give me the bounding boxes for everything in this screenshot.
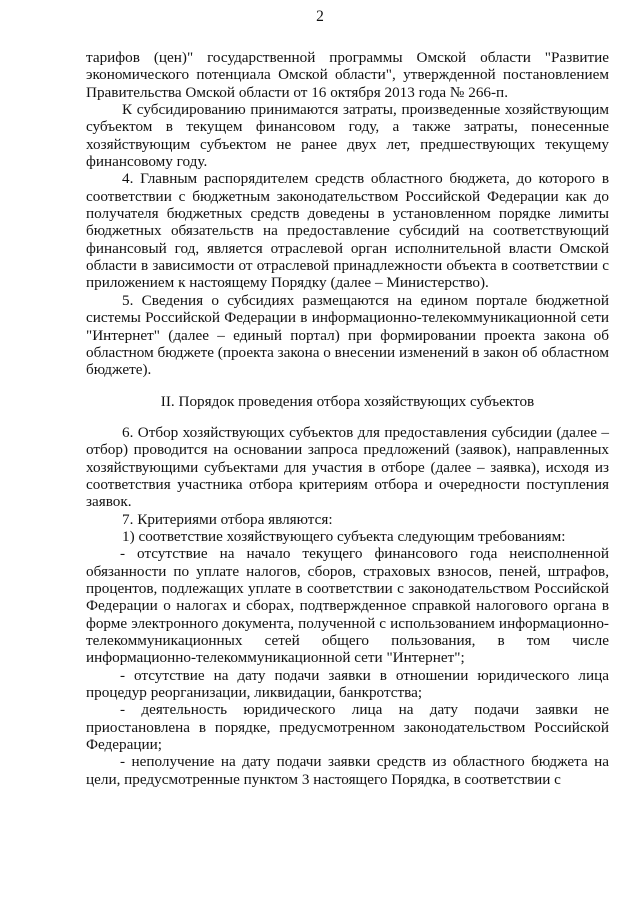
list-item-no-tax-debt: - отсутствие на начало текущего финансового года неисполненной обязанности по уплате налогов, сборов, страховых взносов, пеней, штрафов, процентов, подлежащих уплате в соответствии с законодательством Российской Федерации о налогах и сборах, подтвержденное справкой налогового органа в форме электронного документа, полученной с использованием информационно-телекоммуникационных сетей общего пользования, в том числе информационно-телекоммуникационной сети "Интернет";: [86, 545, 609, 667]
list-item-not-suspended: - деятельность юридического лица на дату подачи заявки не приостановлена в порядке, предусмотренном законодательством Российской Федерации;: [86, 701, 609, 754]
page-number: 2: [316, 8, 324, 25]
section-heading: II. Порядок проведения отбора хозяйствующих субъектов: [160, 392, 535, 410]
paragraph-program-reference: тарифов (цен)" государственной программы Омской области "Развитие экономического потенциала Омской области", утвержденной постановлением Правительства Омской области от 16 октября 2013 года № 266-п.: [86, 49, 609, 101]
paragraph-6-selection: 6. Отбор хозяйствующих субъектов для предоставления субсидии (далее – отбор) проводится на основании запроса предложений (заявок), направленных хозяйствующими субъектами для участия в отборе (далее – заявка), исходя из соответствия участника отбора критериям отбора и очередности поступления заявок.: [86, 423, 609, 511]
list-item-no-other-funds: - неполучение на дату подачи заявки средств из областного бюджета на цели, предусмотренные пунктом 3 настоящего Порядка, в соответствии с: [86, 753, 609, 788]
paragraph-5-subsidy-info: 5. Сведения о субсидиях размещаются на едином портале бюджетной системы Российской Федерации в информационно-телекоммуникационной сети "Интернет" (далее – единый портал) при формировании проекта закона об областном бюджете (проекта закона о внесении изменений в закон об областном бюджете).: [86, 291, 609, 379]
document-body: [86, 49, 609, 788]
paragraph-4-main-administrator: 4. Главным распорядителем средств областного бюджета, до которого в соответствии с бюджетным законодательством Российской Федерации как до получателя бюджетных средств доведены в установленном порядке лимиты бюджетных обязательств на предоставление субсидий на соответствующий финансовый год, является отраслевой орган исполнительной власти Омской области в зависимости от отраслевой принадлежности объекта в соответствии с приложением к настоящему Порядку (далее – Министерство).: [86, 170, 609, 292]
list-item-no-reorganization: - отсутствие на дату подачи заявки в отношении юридического лица процедур реорганизации, ликвидации, банкротства;: [86, 666, 609, 702]
paragraph-7-criteria: 7. Критериями отбора являются:: [122, 510, 333, 528]
paragraph-costs: К субсидированию принимаются затраты, произведенные хозяйствующим субъектом в текущем финансовом году, а также затраты, понесенные хозяйствующим субъектом не ранее двух лет, предшествующих текущему финансовому году.: [86, 101, 609, 171]
list-item-criterion-1: 1) соответствие хозяйствующего субъекта следующим требованиям:: [122, 527, 566, 545]
